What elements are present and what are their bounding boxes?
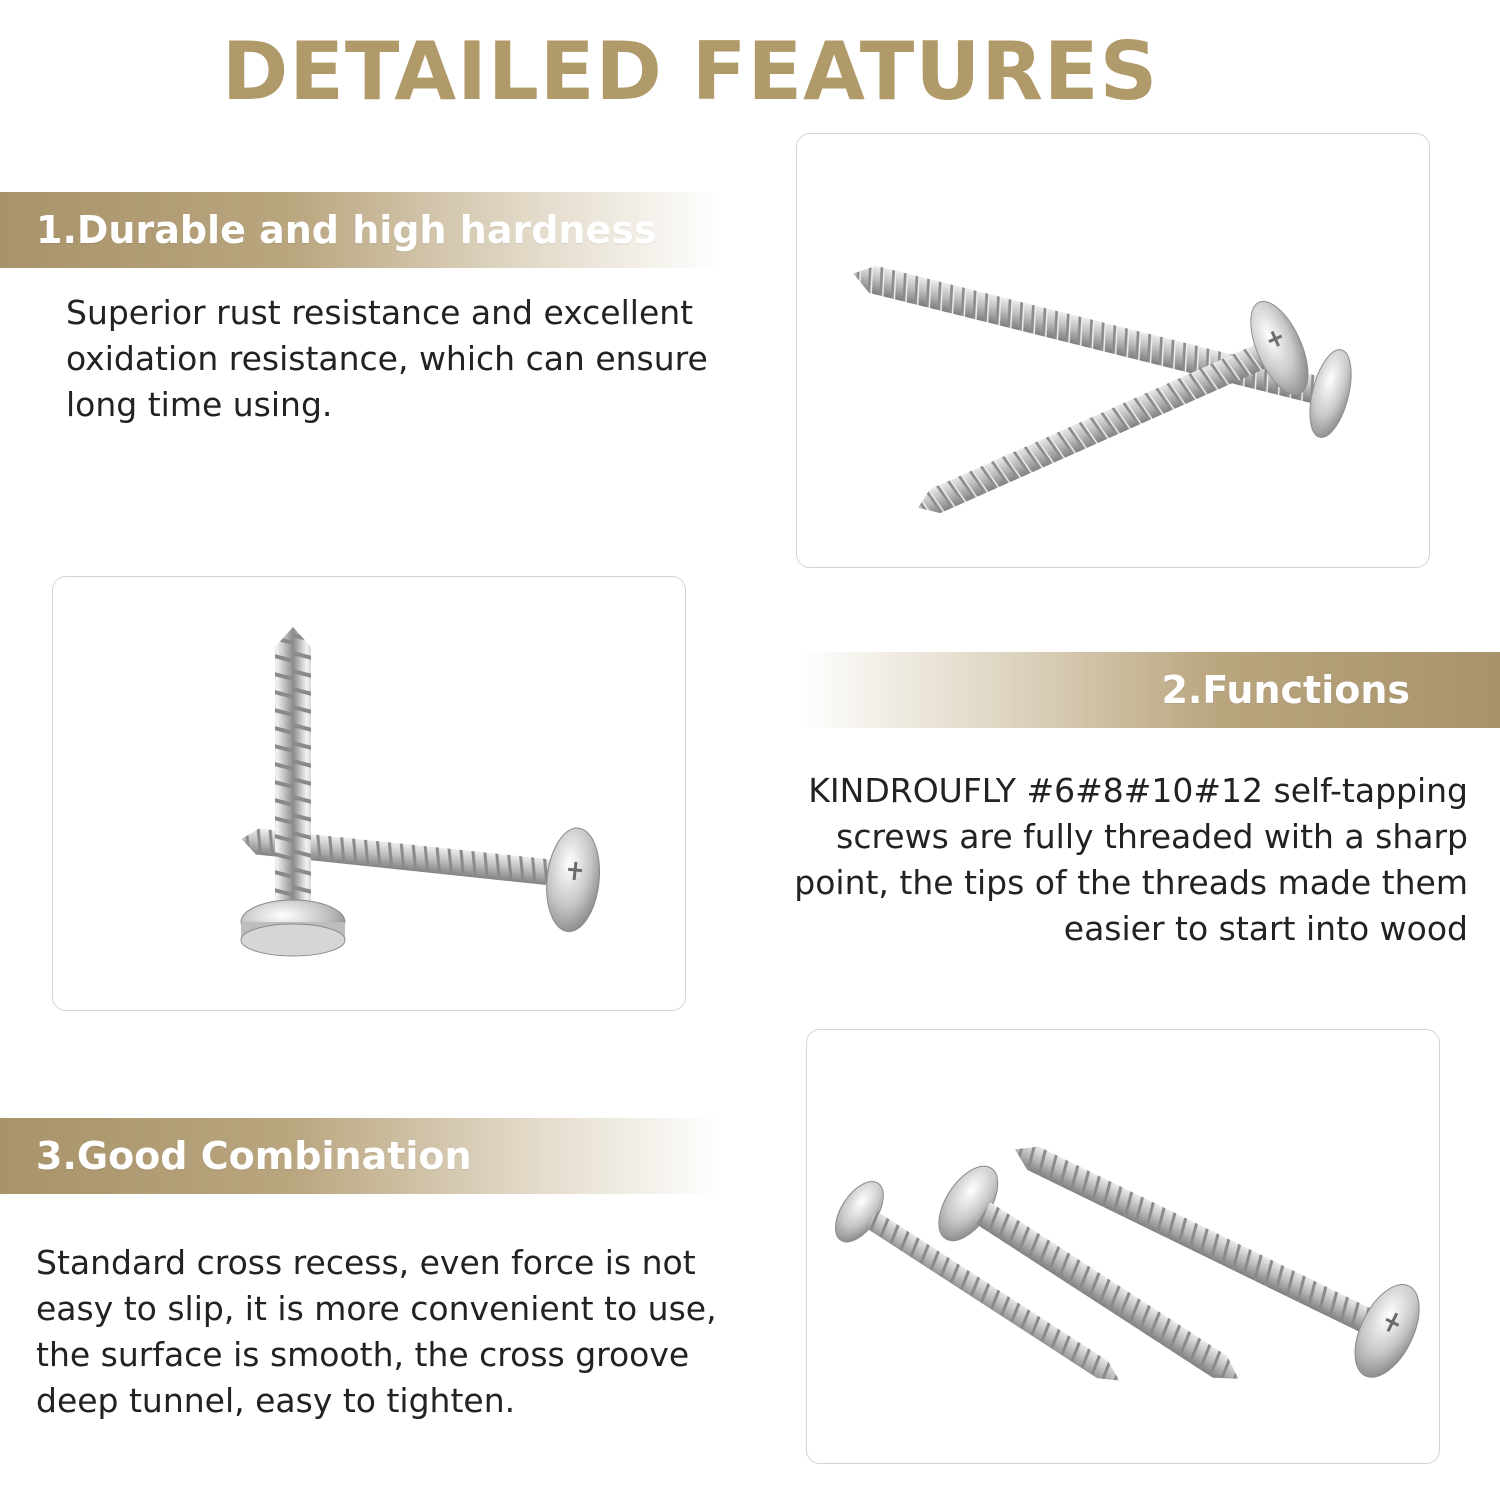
feature-2-description [740, 768, 1468, 952]
feature-2-banner [800, 652, 1500, 728]
feature-1-banner [0, 192, 720, 268]
feature-3-line: the surface is smooth, the cross groove [36, 1335, 690, 1374]
feature-2-heading: 2.Functions [1161, 668, 1410, 712]
screw-image [53, 577, 685, 1010]
feature-3-line: Standard cross recess, even force is not [36, 1243, 696, 1282]
feature-2-line: screws are fully threaded with a sharp [836, 817, 1468, 856]
page-title: DETAILED FEATURES [221, 25, 1159, 118]
screw-image [797, 134, 1429, 567]
feature-2-line: point, the tips of the threads made them [794, 863, 1468, 902]
feature-3-heading: 3.Good Combination [36, 1134, 472, 1178]
feature-2-line: KINDROUFLY #6#8#10#12 self-tapping [808, 771, 1468, 810]
screw-photo-two-crossed [796, 133, 1430, 568]
feature-1-line: oxidation resistance, which can ensure [66, 339, 708, 378]
feature-3-banner [0, 1118, 720, 1194]
feature-3-line: deep tunnel, easy to tighten. [36, 1381, 516, 1420]
feature-3-line: easy to slip, it is more convenient to use, [36, 1289, 717, 1328]
feature-3-description [36, 1240, 776, 1424]
screw-photo-standing-and-lying [52, 576, 686, 1011]
feature-1-line: Superior rust resistance and excellent [66, 293, 694, 332]
feature-1-line: long time using. [66, 385, 333, 424]
feature-2-line: easier to start into wood [1063, 909, 1468, 948]
screw-image [807, 1030, 1439, 1463]
feature-1-description [66, 290, 766, 428]
screw-photo-three-in-row [806, 1029, 1440, 1464]
feature-1-heading: 1.Durable and high hardness [36, 208, 657, 252]
